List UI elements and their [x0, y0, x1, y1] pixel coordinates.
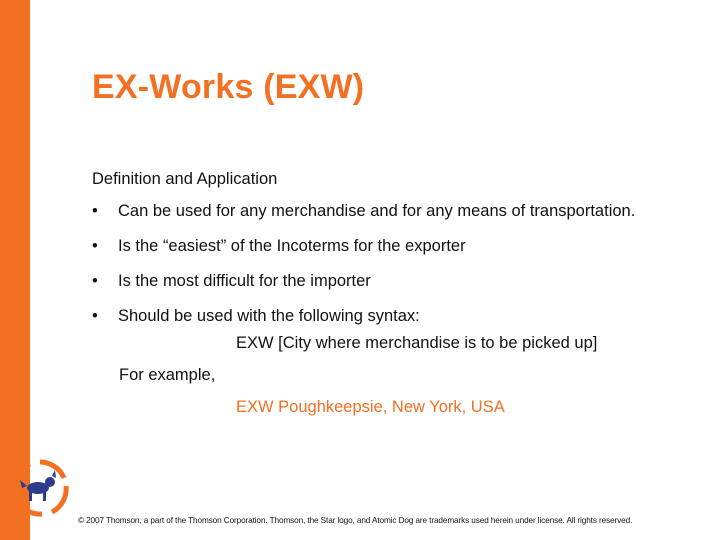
- bullet-symbol: •: [92, 237, 98, 255]
- bullet-symbol: •: [92, 307, 98, 325]
- section-heading: Definition and Application: [92, 170, 278, 188]
- bullet-symbol: •: [92, 202, 98, 220]
- copyright-footer: © 2007 Thomson, a part of the Thomson Corporation. Thomson, the Star logo, and Atomic Dog are trademarks used herein under license. All rights reserved.: [78, 516, 633, 525]
- example-text: EXW Poughkeepsie, New York, USA: [236, 398, 505, 416]
- example-label: For example,: [119, 366, 216, 384]
- syntax-line: EXW [City where merchandise is to be picked up]: [236, 334, 598, 352]
- dog-icon: [20, 470, 56, 501]
- bullet-text: Is the “easiest” of the Incoterms for the exporter: [118, 237, 466, 255]
- bullet-text: Is the most difficult for the importer: [118, 272, 371, 290]
- bullet-text: Should be used with the following syntax:: [118, 307, 420, 325]
- bullet-symbol: •: [92, 272, 98, 290]
- slide-title: EX-Works (EXW): [92, 68, 365, 106]
- atomic-dog-logo-icon: [8, 456, 72, 528]
- bullet-text: Can be used for any merchandise and for any means of transportation.: [118, 202, 636, 220]
